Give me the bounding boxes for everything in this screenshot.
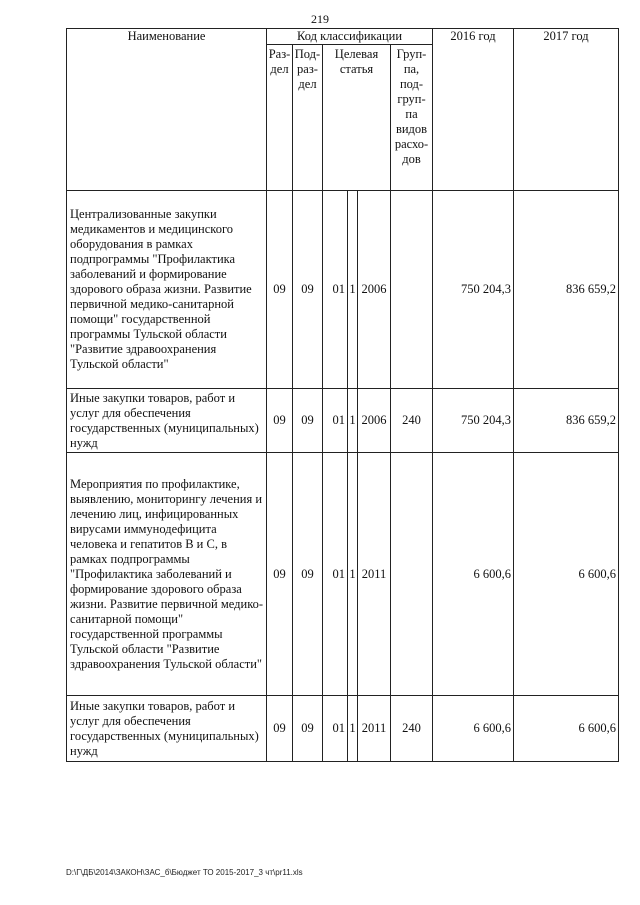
row-subprogram: 1 [348, 696, 358, 762]
row-2016: 750 204,3 [433, 389, 514, 453]
row-2017: 836 659,2 [514, 389, 619, 453]
row-subprogram: 1 [348, 453, 358, 696]
row-2016: 6 600,6 [433, 696, 514, 762]
row-program: 01 [323, 696, 348, 762]
header-target-article: Целевая статья [323, 45, 391, 191]
row-subsection: 09 [293, 389, 323, 453]
table-row [67, 453, 619, 696]
row-subprogram: 1 [348, 191, 358, 389]
row-subsection: 09 [293, 453, 323, 696]
header-2016: 2016 год [433, 29, 514, 191]
header-2017: 2017 год [514, 29, 619, 191]
row-2016: 750 204,3 [433, 191, 514, 389]
header-section: Раз- дел [267, 45, 293, 191]
row-name: Иные закупки товаров, работ и услуг для обеспечения государственных (муниципальных) нужд [67, 389, 267, 453]
row-code: 2011 [358, 453, 391, 696]
row-2016: 6 600,6 [433, 453, 514, 696]
header-name: Наименование [67, 29, 267, 191]
row-group: 240 [391, 696, 433, 762]
page-number: 219 [311, 12, 329, 26]
budget-table [66, 28, 619, 762]
row-2017: 6 600,6 [514, 453, 619, 696]
header-subsection: Под- раз- дел [293, 45, 323, 191]
row-name: Централизованные закупки медикаментов и медицинского оборудования в рамках подпрограммы "Профилактика заболеваний и формирование здорового образа жизни. Развитие первичной медико-санитарной помощи" государственной программы Тульской области "Развитие здравоохранения Тульской области" [67, 191, 267, 389]
header-row [67, 29, 619, 45]
row-program: 01 [323, 389, 348, 453]
row-name: Иные закупки товаров, работ и услуг для обеспечения государственных (муниципальных) нужд [67, 696, 267, 762]
row-code: 2006 [358, 191, 391, 389]
header-expense-group: Груп- па, под- груп- па видов расхо- дов [391, 45, 433, 191]
row-section: 09 [267, 453, 293, 696]
table-row [67, 696, 619, 762]
row-code: 2006 [358, 389, 391, 453]
header-code-group: Код классификации [267, 29, 433, 45]
row-2017: 836 659,2 [514, 191, 619, 389]
row-group: 240 [391, 389, 433, 453]
table-row [67, 191, 619, 389]
table-row [67, 389, 619, 453]
row-program: 01 [323, 453, 348, 696]
row-subsection: 09 [293, 191, 323, 389]
row-2017: 6 600,6 [514, 696, 619, 762]
row-code: 2011 [358, 696, 391, 762]
row-subsection: 09 [293, 696, 323, 762]
row-section: 09 [267, 389, 293, 453]
row-name: Мероприятия по профилактике, выявлению, мониторингу лечения и лечению лиц, инфицированных вирусами иммунодефицита человека и гепатитов В и С, в рамках подпрограммы "Профилактика заболеваний и формирование здорового образа жизни. Развитие первичной медико-санитарной помощи" государственной программы Тульской области "Развитие здравоохранения Тульской области" [67, 453, 267, 696]
file-path-footer: D:\Г\ДБ\2014\ЗАКОН\ЗАС_б\Бюджет ТО 2015-2017_3 чт\pr11.xls [66, 868, 303, 877]
row-group [391, 453, 433, 696]
row-subprogram: 1 [348, 389, 358, 453]
row-group [391, 191, 433, 389]
row-section: 09 [267, 191, 293, 389]
row-program: 01 [323, 191, 348, 389]
row-section: 09 [267, 696, 293, 762]
